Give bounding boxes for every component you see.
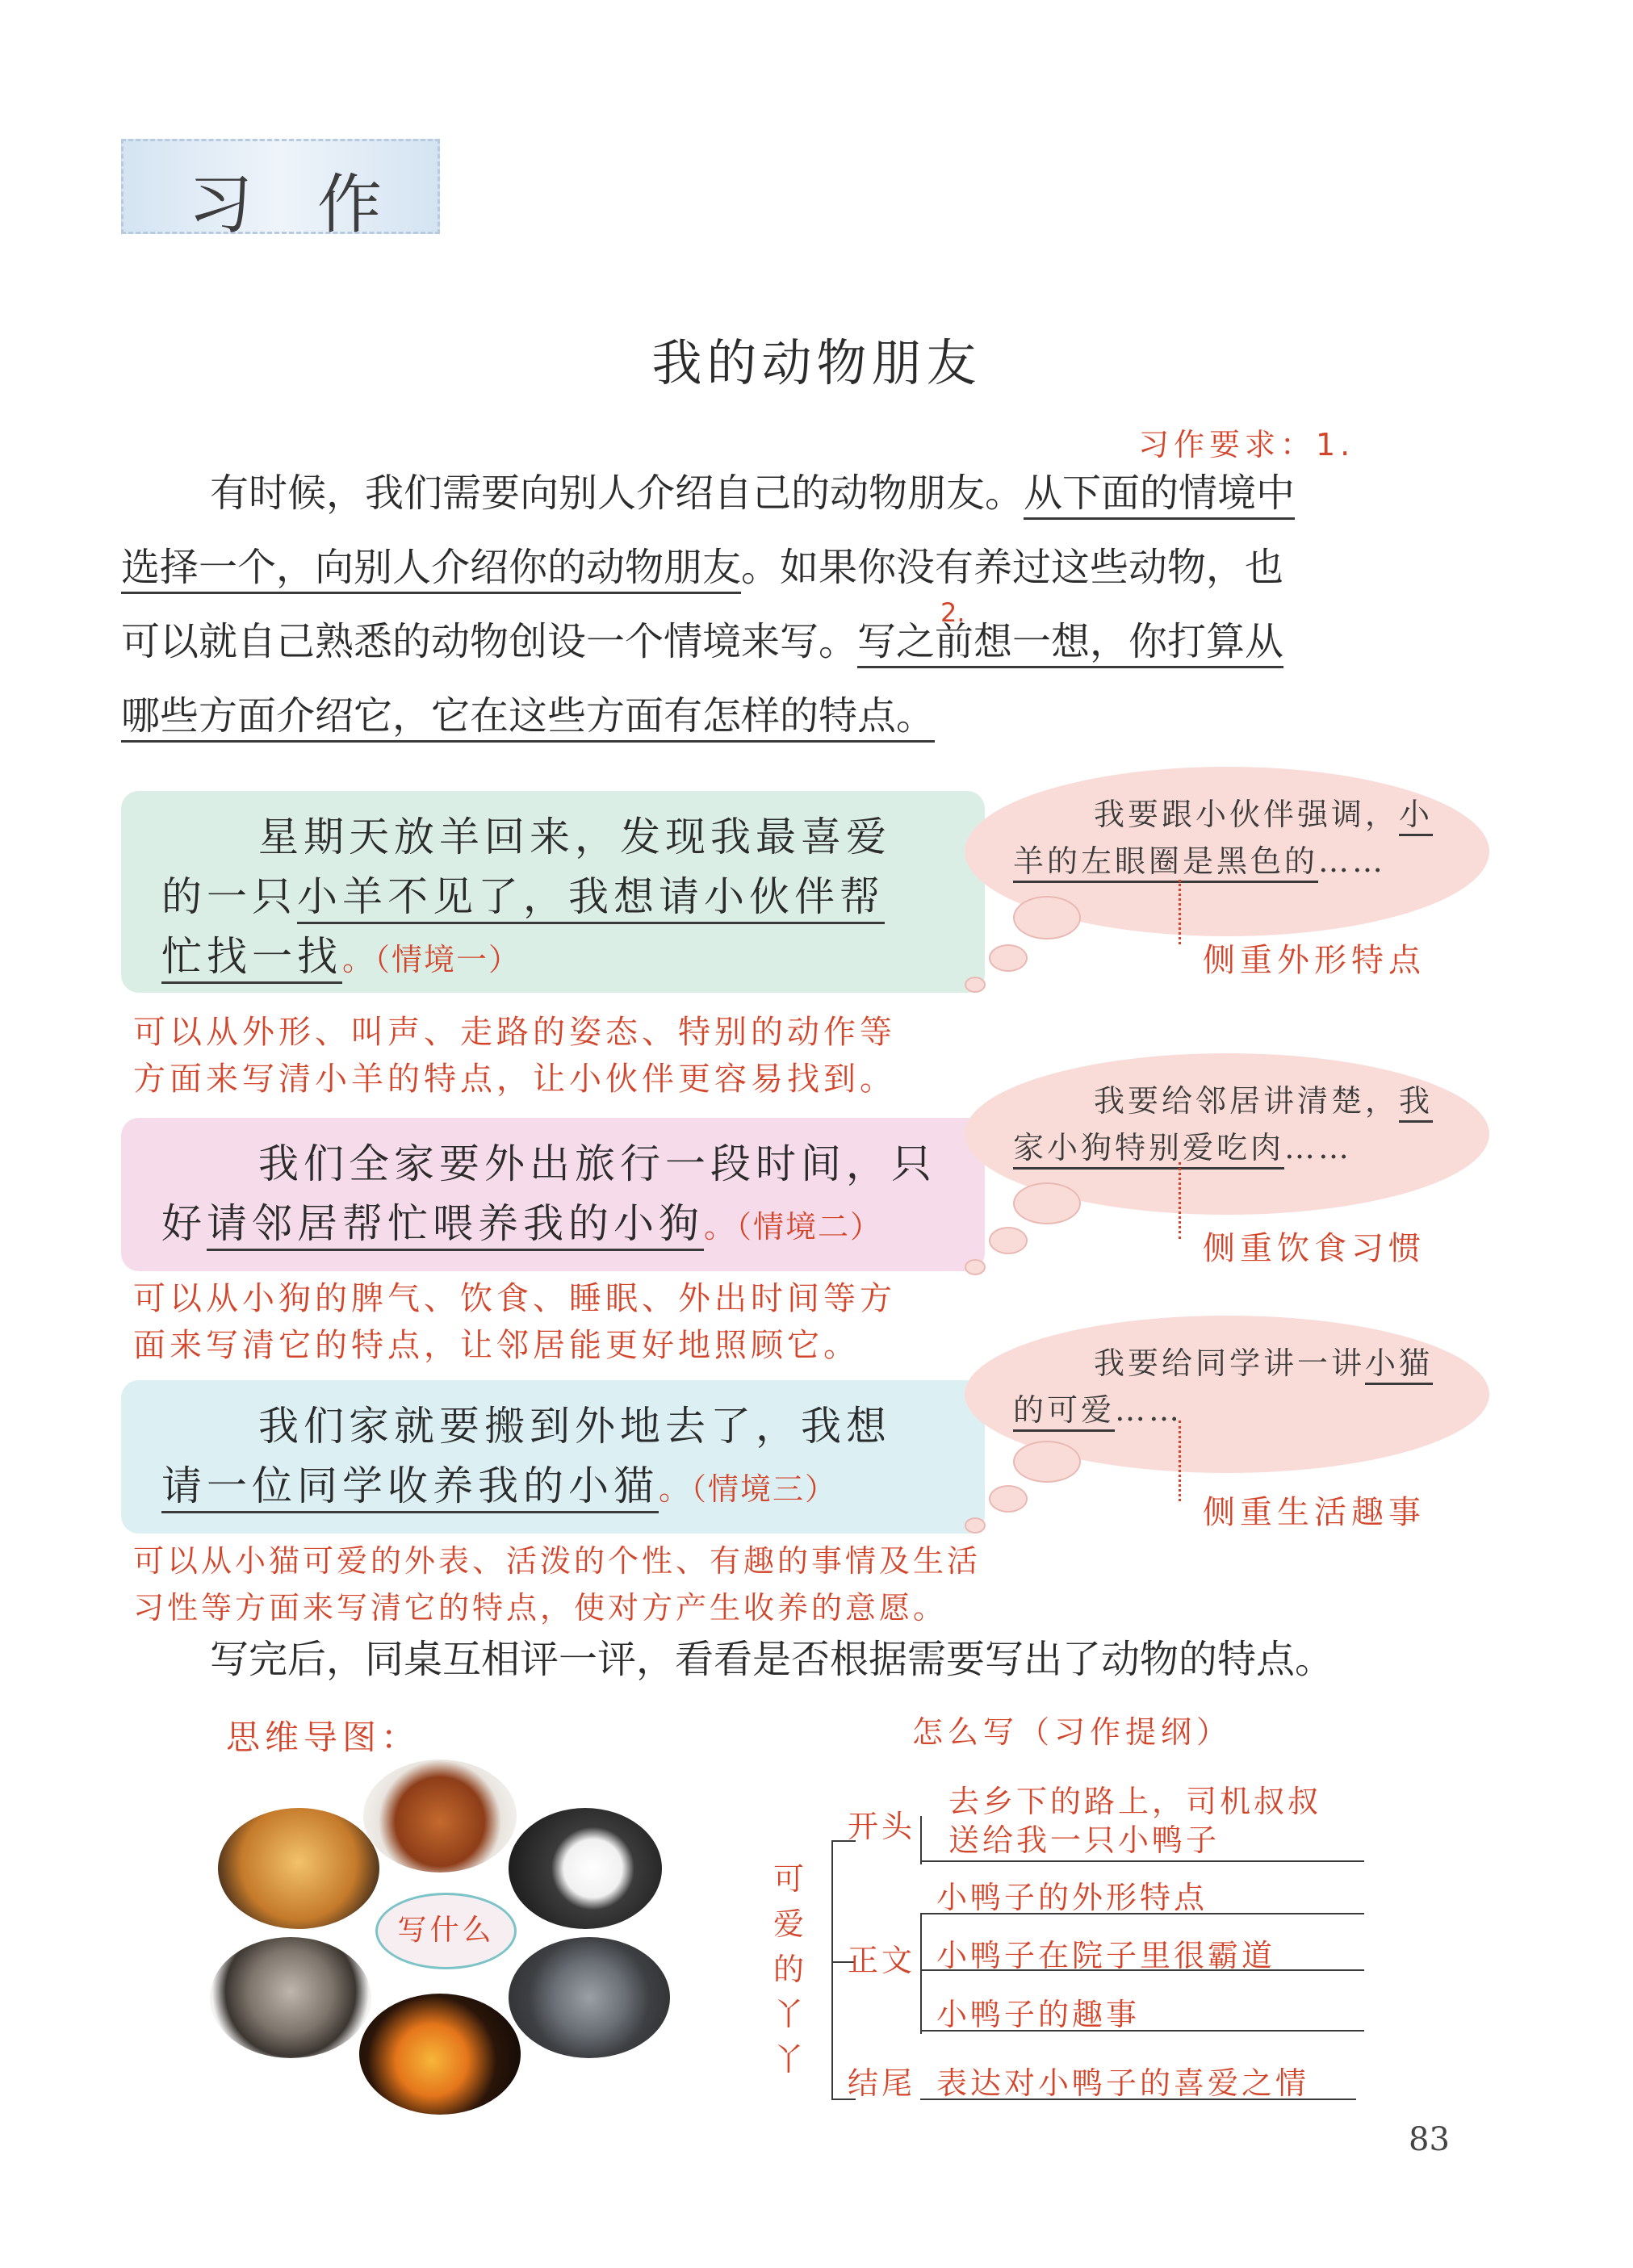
scenario-1-line-3: 忙找一找 xyxy=(161,933,342,984)
outline-opening xyxy=(948,1782,1321,1860)
dog-photo xyxy=(218,1808,379,1929)
mindmap-center-label: 写什么 xyxy=(397,1914,495,1947)
para-line2-a: 选择一个，向别人介绍你的动物朋友 xyxy=(121,545,741,594)
scenario-2-line-1: 我们全家要外出旅行一段时间，只 xyxy=(258,1140,936,1187)
cloud-1-line-2b: …… xyxy=(1318,843,1387,879)
outline-tree-trunk xyxy=(831,1840,833,2099)
scenario-1-line-1: 星期天放羊回来，发现我最喜爱 xyxy=(258,814,891,860)
para-line2-b: 。如果你没有养过这些动物，也 xyxy=(741,545,1284,590)
outline-topic xyxy=(771,1856,806,2082)
page-title: 我的动物朋友 xyxy=(651,333,982,392)
outline-body-item-3: 小鸭子的趣事 xyxy=(936,1997,1141,2032)
thought-bubble xyxy=(989,944,1028,972)
scenario-1-line-2b: 小羊不见了，我想请小伙伴帮 xyxy=(297,873,885,924)
thought-bubble xyxy=(965,977,986,993)
cloud-1-line-1b: 小 xyxy=(1399,797,1433,836)
scenario-3-text xyxy=(161,1396,985,1519)
scenario-2-line-2a: 好 xyxy=(161,1200,207,1247)
para-line1-a: 有时候，我们需要向别人介绍自己的动物朋友。 xyxy=(210,471,1024,516)
thought-bubble xyxy=(965,1517,986,1534)
para-line3-b: 写之前想一想，你打算从 xyxy=(857,619,1283,668)
scenario-1-text xyxy=(161,807,985,990)
scenario-1-tag: 。（情境一） xyxy=(342,942,521,977)
outline-topic-char: 的 xyxy=(773,1952,804,1987)
scenario-2-text xyxy=(161,1134,985,1257)
outline-sub-trunk xyxy=(920,1816,922,1864)
annotation-two: 2. xyxy=(940,597,965,628)
scenario-1-note-line-2: 方面来写清小羊的特点，让小伙伴更容易找到。 xyxy=(133,1061,896,1098)
outline-title: 怎么写（习作提纲） xyxy=(912,1714,1233,1750)
thought-cloud-2-text xyxy=(1013,1078,1465,1171)
cat-photo xyxy=(210,1937,371,2058)
scenario-2-tag: 。（情境二） xyxy=(704,1209,883,1245)
cloud-2-line-2a: 家小狗特别爱吃肉 xyxy=(1013,1130,1284,1170)
scenario-1-line-2a: 的一只 xyxy=(161,873,297,920)
closing-sentence: 写完后，同桌互相评一评，看看是否根据需要写出了动物的特点。 xyxy=(210,1637,1334,1682)
scenario-1-note-line-1: 可以从外形、叫声、走路的姿态、特别的动作等 xyxy=(133,1014,896,1051)
thought-bubble xyxy=(989,1485,1028,1513)
focus-label-1: 侧重外形特点 xyxy=(1203,942,1426,979)
scenario-3-tag: 。（情境三） xyxy=(659,1471,838,1507)
scenario-2-note-line-2: 面来写清它的特点，让邻居能更好地照顾它。 xyxy=(133,1327,860,1364)
section-header-char-2: 作 xyxy=(317,167,382,242)
thought-cloud-3-text xyxy=(1013,1340,1465,1433)
intro-paragraph xyxy=(121,456,1477,753)
outline-opening-label: 开头 xyxy=(848,1809,916,1844)
outline-body-label: 正文 xyxy=(848,1943,916,1978)
outline-ending-label: 结尾 xyxy=(848,2065,916,2101)
outline-topic-char: 丫 xyxy=(773,1997,804,2032)
cloud-1-line-2a: 羊的左眼圈是黑色的 xyxy=(1013,843,1318,883)
cloud-2-line-1a: 我要给邻居讲清楚， xyxy=(1094,1083,1400,1119)
chicken-photo xyxy=(363,1760,517,1873)
cloud-3-line-2a: 的可爱 xyxy=(1013,1392,1115,1432)
outline-opening-line-1: 去乡下的路上，司机叔叔 xyxy=(948,1784,1322,1819)
scenario-2-note xyxy=(133,1275,896,1369)
outline-opening-line-2: 送给我一只小鸭子 xyxy=(948,1822,1221,1858)
thought-bubble xyxy=(1013,1182,1081,1224)
scenario-3-line-1: 我们家就要搬到外地去了，我想 xyxy=(258,1403,891,1450)
scenario-2-line-2b: 请邻居帮忙喂养我的小狗 xyxy=(207,1200,704,1251)
annotation-requirement: 习作要求：1. xyxy=(1138,427,1355,462)
outline-body-item-2: 小鸭子在院子里很霸道 xyxy=(936,1938,1276,1973)
dotted-leader xyxy=(1179,1421,1181,1501)
outline-topic-char: 可 xyxy=(773,1861,804,1897)
cloud-3-line-1b: 小猫 xyxy=(1365,1345,1433,1385)
cloud-1-line-1a: 我要跟小伙伴强调， xyxy=(1094,797,1400,832)
thought-bubble xyxy=(1013,1441,1081,1483)
thought-cloud-1-text xyxy=(1013,791,1465,885)
outline-line xyxy=(920,1860,1364,1862)
focus-label-3: 侧重生活趣事 xyxy=(1203,1494,1426,1531)
scenario-2-note-line-1: 可以从小狗的脾气、饮食、睡眠、外出时间等方 xyxy=(133,1280,896,1317)
goldfish-photo xyxy=(359,1994,521,2115)
scenario-3-line-2: 请一位同学收养我的小猫 xyxy=(161,1462,659,1513)
cloud-2-line-2b: …… xyxy=(1284,1130,1353,1165)
dotted-leader xyxy=(1179,880,1181,944)
outline-body-item-1: 小鸭子的外形特点 xyxy=(936,1880,1208,1915)
outline-topic-char: 爱 xyxy=(773,1906,804,1942)
section-header-char-1: 习 xyxy=(188,167,253,242)
scenario-3-note-line-2: 习性等方面来写清它的特点，使对方产生收养的意愿。 xyxy=(133,1590,948,1626)
scenario-3-note-line-1: 可以从小猫可爱的外表、活泼的个性、有趣的事情及生活 xyxy=(133,1543,982,1579)
outline-topic-char: 丫 xyxy=(773,2042,804,2078)
outline-ending: 表达对小鸭子的喜爱之情 xyxy=(936,2065,1310,2101)
para-line3-a: 可以就自己熟悉的动物创设一个情境来写。 xyxy=(121,619,858,664)
outline-sub-trunk xyxy=(920,1913,922,2034)
scenario-1-note xyxy=(133,1009,896,1103)
cloud-2-line-1b: 我 xyxy=(1399,1083,1433,1123)
pigeon-photo xyxy=(509,1937,670,2058)
mindmap-title: 思维导图： xyxy=(226,1718,421,1757)
dotted-leader xyxy=(1179,1162,1181,1239)
page-number: 83 xyxy=(1409,2121,1450,2158)
cloud-3-line-1a: 我要给同学讲一讲 xyxy=(1094,1345,1366,1381)
focus-label-2: 侧重饮食习惯 xyxy=(1203,1230,1426,1267)
para-line1-b: 从下面的情境中 xyxy=(1024,471,1295,520)
cloud-3-line-2b: …… xyxy=(1115,1392,1183,1428)
section-header xyxy=(121,139,440,242)
rabbit-photo xyxy=(509,1808,662,1929)
para-line4: 哪些方面介绍它，它在这些方面有怎样的特点。 xyxy=(121,693,935,743)
scenario-3-note xyxy=(133,1538,981,1631)
thought-bubble xyxy=(965,1259,986,1275)
thought-bubble xyxy=(1013,896,1081,939)
thought-bubble xyxy=(989,1227,1028,1254)
mindmap-center xyxy=(375,1893,517,1969)
